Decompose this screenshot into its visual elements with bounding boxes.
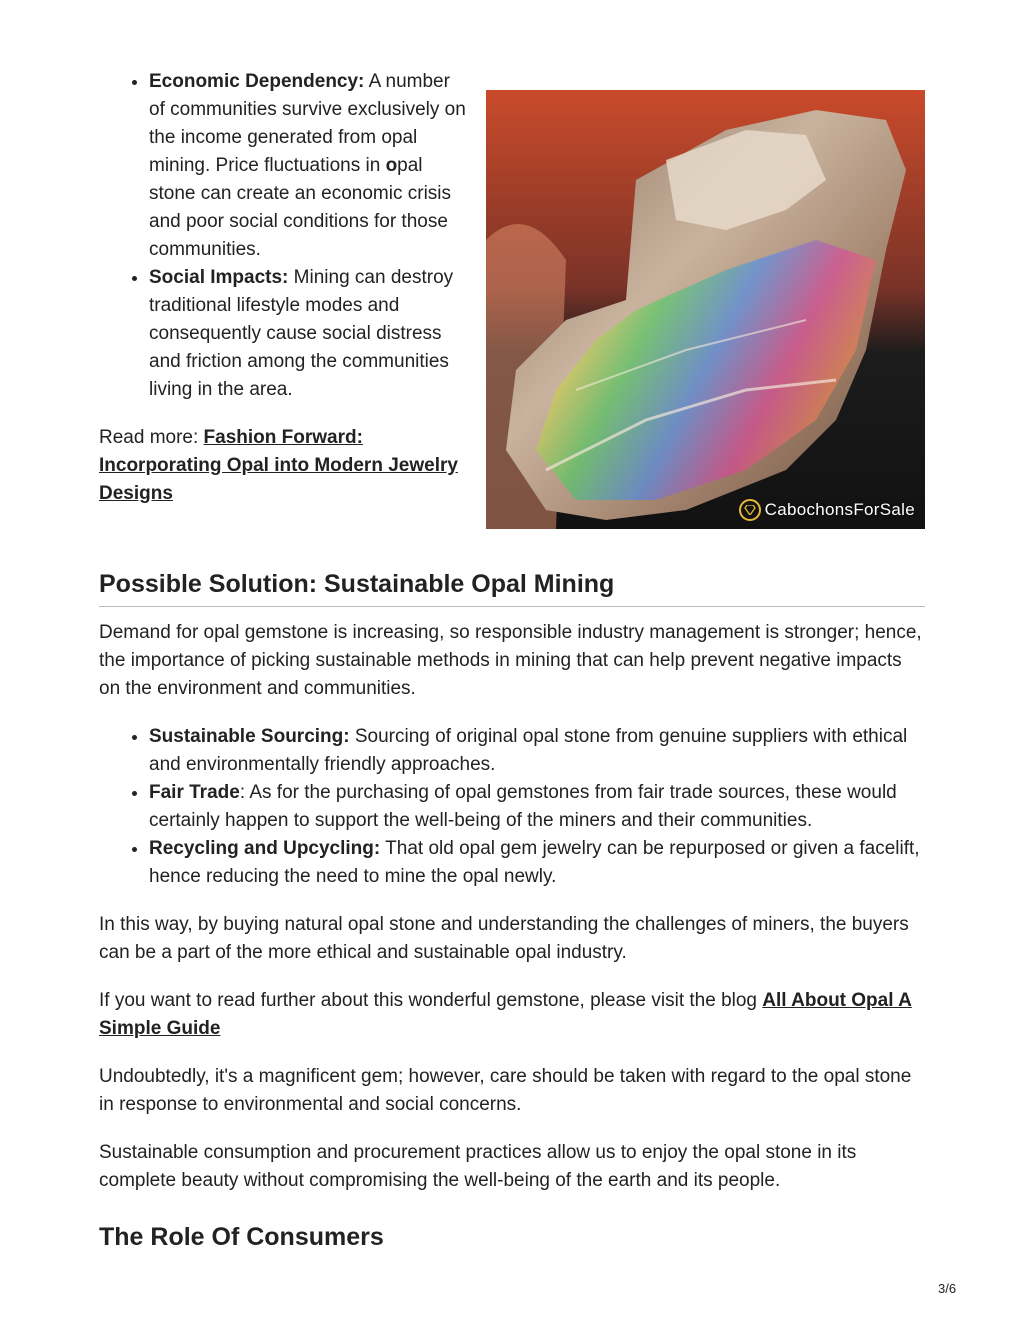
list-item xyxy=(149,264,469,404)
item-text: Mining can destroy traditional lifestyle modes and consequently cause social distress and friction among the communities living in the area. xyxy=(149,267,454,400)
item-text: A number of communities survive exclusively on the income generated from opal mining. Price fluctuations in xyxy=(149,71,466,176)
diamond-logo-icon xyxy=(739,499,761,521)
read-more-link[interactable]: Fashion Forward: Incorporating Opal into Modern Jewelry Designs xyxy=(99,427,458,504)
paragraph-text: If you want to read further about this wonderful gemstone, please visit the blog xyxy=(99,990,763,1011)
list-item xyxy=(149,835,925,891)
left-column xyxy=(99,68,469,508)
list-item xyxy=(149,68,469,264)
item-title: Social Impacts: xyxy=(149,267,289,288)
read-more xyxy=(99,424,469,508)
item-text: pal stone can create an economic crisis and poor social conditions for those communities. xyxy=(149,155,452,260)
paragraph: Undoubtedly, it's a magnificent gem; however, care should be taken with regard to the opal stone in response to environmental and social concerns. xyxy=(99,1066,912,1115)
opal-photo xyxy=(486,90,925,529)
item-text: Sourcing of original opal stone from genuine suppliers with ethical and environmentally friendly approaches. xyxy=(149,726,908,775)
item-text: : As for the purchasing of opal gemstones from fair trade sources, these would certainly happen to support the well-being of the miners and their communities. xyxy=(149,782,897,831)
paragraph-with-link xyxy=(99,987,925,1043)
paragraph: In this way, by buying natural opal stone and understanding the challenges of miners, the buyers can be a part of the more ethical and sustainable opal industry. xyxy=(99,914,909,963)
watermark-text: CabochonsForSale xyxy=(764,500,915,519)
impacts-list xyxy=(99,68,469,404)
main-content xyxy=(99,568,925,1253)
list-item xyxy=(149,779,925,835)
list-item xyxy=(149,723,925,779)
item-title: Recycling and Upcycling: xyxy=(149,838,381,859)
bold-letter: o xyxy=(385,155,398,176)
item-title: Sustainable Sourcing: xyxy=(149,726,350,747)
intro-paragraph: Demand for opal gemstone is increasing, so responsible industry management is stronger; hence, the importance of picking sustainable methods in mining that can help prevent negative impacts on the environment and communities. xyxy=(99,622,922,699)
item-title: Economic Dependency: xyxy=(149,71,365,92)
opal-image xyxy=(486,90,925,529)
read-more-label: Read more: xyxy=(99,427,204,448)
blog-link[interactable]: All About Opal A Simple Guide xyxy=(99,990,912,1039)
item-text: That old opal gem jewelry can be repurposed or given a facelift, hence reducing the need to mine the opal newly. xyxy=(149,838,920,887)
solutions-list xyxy=(99,723,925,891)
page-number: 3/6 xyxy=(938,1281,957,1296)
watermark xyxy=(739,499,915,521)
section-heading-consumers: The Role Of Consumers xyxy=(99,1223,384,1251)
paragraph: Sustainable consumption and procurement practices allow us to enjoy the opal stone in its complete beauty without compromising the well-being of the earth and its people. xyxy=(99,1142,857,1191)
item-title: Fair Trade xyxy=(149,782,240,803)
section-heading-solution: Possible Solution: Sustainable Opal Mining xyxy=(99,568,925,607)
